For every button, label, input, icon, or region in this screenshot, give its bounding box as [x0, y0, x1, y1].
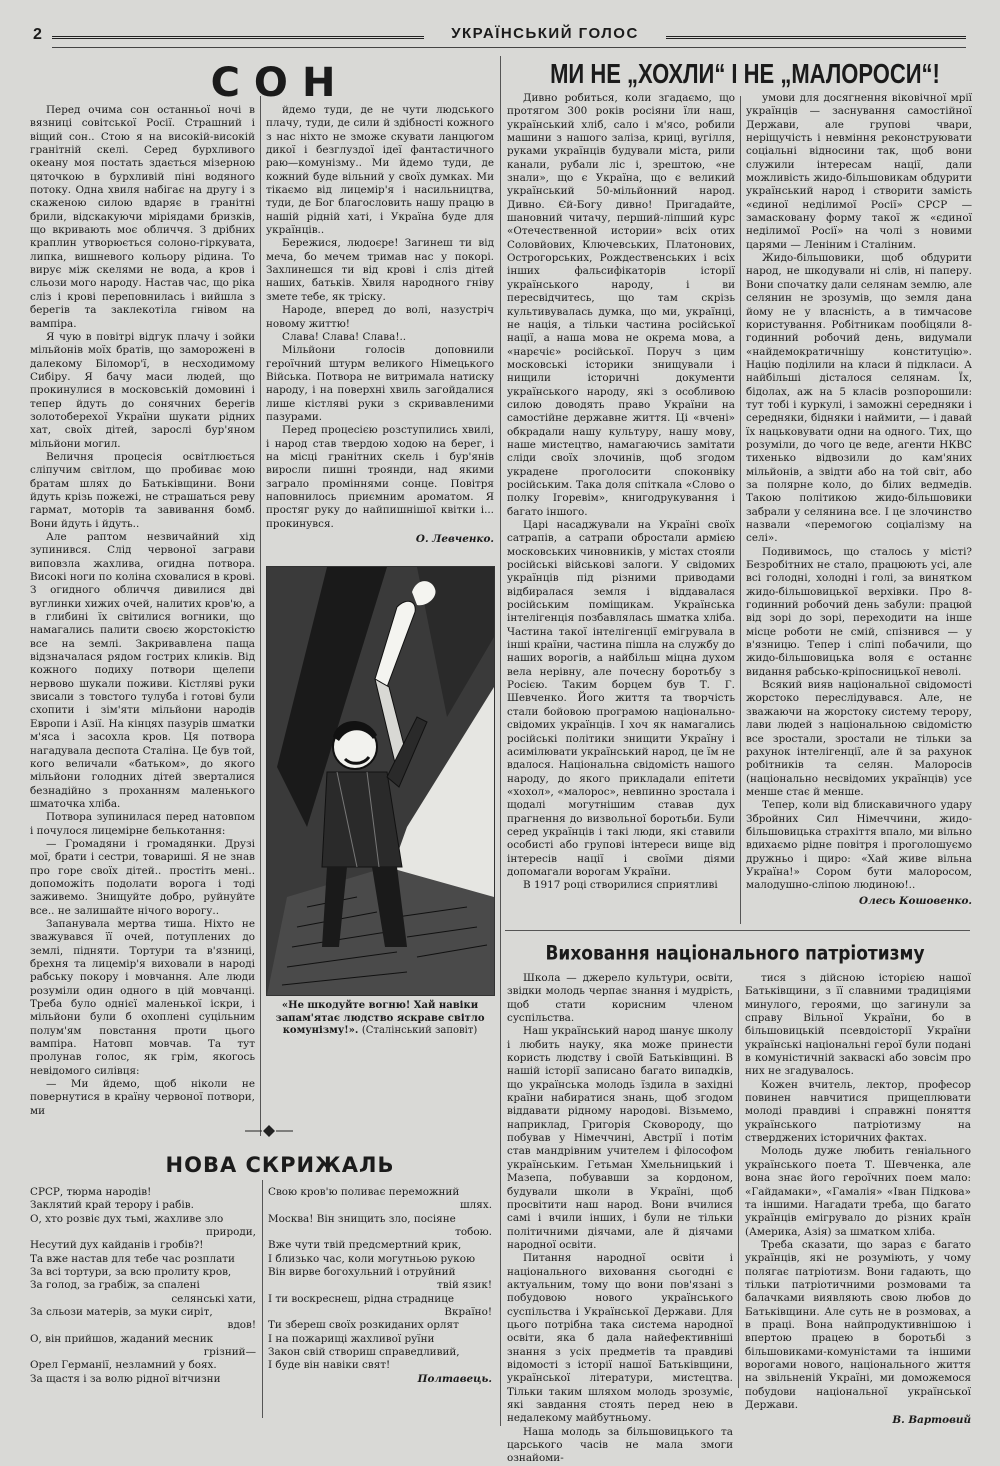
paragraph: умови для досягнення віковічної мрії українців — заснування самостійної Держави, але групові чвари, неріщучість і невміння реконструювати соціальні відносини так, щоб вони служили інтересам нації, дали можливість жидо-більшовикам обдурити український народ і створити замість «єдиної неділимої Росії» СРСР — замасковану форму такої ж «єдиної неділимої Росії» на чолі з новими царями — Леніним і Сталіним.	[746, 92, 972, 251]
poem-line: О, він прийшов, жаданий месник	[30, 1332, 214, 1345]
column-divider	[500, 56, 501, 1426]
column-divider	[738, 990, 739, 1388]
son-column-1	[30, 104, 255, 1130]
poem-line: За всі тортури, за всю пролиту кров,	[30, 1266, 232, 1279]
stalin-cartoon	[266, 566, 495, 996]
poem-line: Свою кров'ю поливає переможний	[268, 1186, 460, 1198]
paragraph: йдемо туди, де не чути людського плачу, туди, де сили й здібності кожного з нас ніхто не зможе скувати ланцюгом дикої і безглуздої ідеї фантастичного раю—комунізму.. Ми йдемо туди, де кожний буде вільний у своїх думках. Ми тікаємо від лицемір'я і насильництва, туди, де Бог благословить нашу працю в нашій рідній хаті, і Україна буде для українців..	[266, 104, 494, 237]
poem-line: Ти збереш своїх розкиданих орлят	[268, 1319, 459, 1332]
cartoon-caption-source: (Сталінський заповіт)	[361, 1025, 478, 1037]
column-divider	[262, 1180, 263, 1418]
paragraph: Питання народної освіти і національного виховання сьогодні є актуальним, тому що вони пов'язані з побудовою нового українського суспільства і Української Держави. Для цього потрібна така система народної освіти, яка б дала найефективніші знання з усіх предметів та правдиві відомості з історії нашої Батьківщини, української літератури, мистецтва. Тільки таким шляхом молодь зрозуміє, які завдання стоять перед нею в недалекому майбутньому.	[507, 1252, 733, 1425]
poem-line: Заклятий край терору і рабів.	[30, 1199, 194, 1212]
poem-column-1	[30, 1186, 256, 1386]
khokhly-column-1	[507, 92, 735, 924]
poem-line: селянські хати,	[171, 1292, 256, 1305]
vykhovannia-column-2	[745, 972, 971, 1427]
masthead	[30, 22, 970, 48]
paragraph: Перед очима сон останньої ночі в вязниці совітської Росії. Страшний і віщий сон.. Стою я на високій-високій гранітній скелі. Серед бурхливого океану моя постать здається мізерною цяточкою в бурхливій піні водяного потоку. Одна хвиля набігає на другу і з скаженою силою вдаряє в гранітні брили, відскакуючи міріядами бризків, що вкривають моє обличчя. З дрібних краплин утворюється солоно-гіркувата, липка, вишневого кольору рідина. То вирує між скелями не вода, а кров і сльози мого народу. Настав час, що ріка сліз і крові переповнилась і вийшла з берегів та заклекотіла гнівом на вампіра.	[30, 104, 255, 330]
paragraph: В 1917 році створилися сприятливі	[523, 879, 718, 892]
article-title-khokhly: МИ НЕ „ХОХЛИ“ І НЕ „МАЛОРОСИ“!	[550, 58, 940, 90]
paragraph: Всякий вияв національної свідомості жорстоко переслідувався. Але, не зважаючи на жорстоку систему терору, лави людей з національною свідомістю все зростали, зростали не тільки за рахунок інтелігенції, але й за рахунок робітників та селян. Малоросів (національно несвідомих українців) усе менше стає й менше.	[746, 679, 972, 798]
poem-line: За щастя і за волю рідної вітчизни	[30, 1372, 221, 1385]
article-title-son: СОН	[210, 60, 350, 106]
poem-column-2	[268, 1186, 492, 1386]
poem-line: Закон свій створиш справедливий,	[268, 1346, 460, 1359]
paragraph: Наша молодь за більшовицького та царського часів не мала змоги ознайоми-	[507, 1425, 733, 1465]
poem-line: тобою.	[455, 1226, 492, 1239]
poem-line: І на пожарищі жахливої руїни	[268, 1332, 435, 1345]
masthead-rule-left	[52, 36, 424, 39]
paragraph: Кожен вчитель, лектор, професор повинен навчитися прищеплювати молоді правдиві і справжні поняття українського патріотизму на стверджених історичних фактах.	[745, 1078, 971, 1145]
poem-line: Орел Германії, незламний у боях.	[30, 1359, 217, 1372]
column-divider	[740, 96, 741, 924]
column-divider	[260, 96, 261, 1136]
poem-line: Він вирве богохульний і отруйний	[268, 1266, 456, 1279]
poem-line: Несутий дух кайданів і гробів?!	[30, 1239, 204, 1252]
paragraph: тися з дійсною історією нашої Батьківщини, з її славними традиціями минулого, героями, що загинули за справу Вільної України, бо в більшовицькій псевдоісторії України українські національні герої були подані в комуністичній закваскі або зовсім про них не згадувалось.	[745, 972, 971, 1078]
poem-line: За сльози матерів, за муки сиріт,	[30, 1306, 213, 1319]
paragraph: Дивно робиться, коли згадаємо, що протягом 300 років росіяни їли наш, український хліб, сало і м'ясо, робили машини з нашого заліза, криці, вугілля, руками українців будували міста, рили канали, рубали ліс і, зрештою, «не знали», що є Україна, що є великий український 50-мільйонний народ. Дивно. Єй-Богу дивно! Пригадайте, шановний читачу, перший-ліпший курс «Отечественной истории» всіх отих Соловйових, Ключевських, Платонових, Острогорських, Рождественських і всіх інших фальсифікаторів історії українського народу, і ви пересвідчитесь, що там скрізь культивувалась думка, що ми, українці, не нація, а тільки частина російської нації, а наша мова не окрема мова, а «нарєчіє» російської. Поруч з цим московські історики знищували і нищили історичні документи українського народу, які з особливою силою доводять право України на самостійне державне життя. Ці «вчені» обкрадали нашу культуру, нашу мову, наше мистецтво, намагаючись замітати сліди своїх злочинів, щоб згодом укрaдене проголосити споконвіку російським. Така доля спіткала «Слово о полку Ігоревім», книгодрукування і багато іншого.	[507, 92, 735, 518]
poem-line: СРСР, тюрма народів!	[30, 1186, 152, 1198]
masthead-underline	[52, 47, 966, 48]
poem-line: грізний—	[203, 1346, 256, 1359]
ornament-divider-icon	[245, 1125, 293, 1137]
paragraph: Слава! Слава! Слава!..	[282, 330, 407, 343]
poem-line: Вже чути твій предсмертний крик,	[268, 1239, 462, 1252]
poem-line: Москва! Він знищить зло, посіяне	[268, 1212, 456, 1225]
paragraph: Потвора зупинилася перед натовпом і почулося лицемірне белькотання:	[30, 811, 255, 837]
paragraph: Школа — джерело культури, освіти, звідки молодь черпає знання і мудрість, щоб стати корисним членом суспільства.	[507, 972, 733, 1025]
cartoon-illustration	[267, 567, 494, 995]
poem-line: І ти воскреснеш, рідна страднице	[268, 1292, 455, 1305]
poem-author: Полтавець.	[417, 1372, 492, 1385]
paragraph: Треба сказати, що зараз є багато українців, які не розуміють, у чому полягає патріотизм. Вони гадають, що тільки патріотичними розмовами та балачками виявляють свою любов до Батьківщини. Але суть не в розмовах, а в праці. Вона найпродуктивнішою і впертою працею в боротьбі з більшовиками-комуністами та іншими ворогами нового, національного життя на звільненій Україні, ми доможемося побудови національної української Держави.	[745, 1238, 971, 1411]
author-signature: В. Вартовий	[892, 1414, 971, 1427]
poem-line: природи,	[205, 1226, 256, 1239]
poem-line: шлях.	[460, 1199, 492, 1212]
author-signature: О. Левченко.	[415, 533, 494, 545]
article-title-vykhovannia: Виховання національного патріотизму	[545, 942, 925, 965]
paragraph: — Громадяни і громадянки. Друзі мої, брати і сестри, товариші. Я не знав про горе своїх дітей.. простіть мені.. допоможіть подолати ворога і тоді заживемо. Знищуйте добро, руйнуйте все.. не залишайте нічого ворогу..	[30, 837, 255, 917]
vykhovannia-column-1	[507, 972, 733, 1465]
poem-line: І близько час, коли могутньою рукою	[268, 1252, 476, 1265]
cartoon-caption-quote: «Не шкодуйте вогню! Хай навіки запам'ятає людство яскраве світло комунізму!».	[275, 1000, 485, 1037]
paragraph: Молодь дуже любить геніального українського поета Т. Шевченка, але вона знає його героїчних поем мало: «Гайдамаки», «Гамалія» «Іван Підкова» та іншими. Нагадати треба, що багато українців емігрувало до різних країн (Америка, Азія) за шматком хліба.	[745, 1145, 971, 1238]
poem-line: О, хто розвіє дух тьмі, жахливе зло	[30, 1212, 224, 1225]
paragraph: — Ми йдемо, щоб ніколи не повернутися в країну червоної потвори, ми	[30, 1078, 255, 1117]
son-column-2	[266, 104, 494, 564]
newspaper-title: УКРАЇНСЬКИЙ ГОЛОС	[451, 25, 639, 42]
paragraph: Подивимось, що сталось у місті? Безробітних не стало, працюють усі, але всі голодні, холодні і голі, за винятком жидо-більшовицької верхівки. Про 8-годинний робочий день забули: працюй від зорі до зорі, переходити на інше місце роботи не смій, спізнився — у в'язницю. Тепер і сліпі побачили, що жидо-більшовицька воля є останнє видання рабсько-кріпосницької неволі.	[746, 545, 972, 678]
paragraph: Але раптом незвичайний хід зупинився. Слід червоної заграви виповзла жахлива, огидна потвора. Високі ноги по коліна сховалися в крові. З огидного обличчя дивилися дві вуглинки хижих очей, налитих кров'ю, а в глибині їх світилися вогники, що намагались палити своєю жорстокістю все на землі. Закривавлена паща відзначалася рядом гострих кликів. Від кожного подиху потвори щелепи нервово шукали поживи. Кістляві руки звисали з товстого тулуба і готові були схопити і зім'яти мільйони народів Европи і Азії. На кінцях пазурів шматки м'яса і засохла кров. Ця потвора нагадувала деспота Сталіна. Це був той, кого величали «батьком», до якого мільйони голодних дітей зверталися безнадійно з проханням маленького шматочка хліба.	[30, 531, 255, 810]
paragraph: Народе, вперед до волі, назустріч новому життю!	[266, 304, 494, 330]
masthead-rule-right	[666, 36, 966, 39]
poem-line: вдов!	[227, 1319, 256, 1332]
cartoon-caption	[262, 1000, 498, 1038]
paragraph: Мільйони голосів доповнили героїчний штурм великого Німецького Війська. Потвора не витримала натиску народу, і на поверхні хвиль загойдалися лише кістляві руки з скривавленими пазурами.	[266, 344, 494, 423]
poem-line: Вкраїно!	[444, 1306, 492, 1319]
khokhly-column-2	[746, 92, 972, 924]
poem-line: І буде він навіки свят!	[268, 1359, 391, 1372]
paragraph: Я чую в повітрі відгук плачу і зойки мільйонів моїх братів, що заморожені в далекому Біломор'ї, в несходимому Сибіру. Я бачу маси людей, що прокинулися в московській домовині і тепер йдуть до сонячних берегів золотоберехої України шукати рідних хат, своїх дітей, зарослі бур'яном мільйони могил.	[30, 330, 255, 450]
paragraph: Величня процесія освітлюється сліпучим світлом, що пробиває мою братам шлях до Батьківщини. Вони йдуть крізь пожежі, не страшаться реву гармат, моторів та завивання бомб. Вони йдуть і йдуть..	[30, 450, 255, 530]
paragraph: Бережися, людоєре! Загинеш ти від меча, бо мечем тримав нас у покорі. Захлинешся ти від крові і сліз дітей наших, батьків. Хвиля народного гніву змете тебе, як тріску.	[266, 237, 494, 303]
paragraph: Наш український народ шанує школу і любить науку, яка може принести користь людству і своїй Батьківщині. В нашій історії записано багато випадків, що українська молодь їздила в західні країни набиратися знань, щоб згодом віддавати рідному народові. Візьмемо, наприклад, Григорія Сковороду, що побував у Німеччині, Австрії і потім став мандрівним учителем і філософом українським. Гетьман Хмельницький і Мазепа, побувавши за кордоном, будували школи в Україні, щоб просвітити наш народ. Вони вчилися самі і вчили інших, і були не тільки політичними діячами, але й діячами народної освіти.	[507, 1025, 733, 1251]
poem-title: НОВА СКРИЖАЛЬ	[165, 1153, 395, 1177]
poem-line: За голод, за грабіж, за спалені	[30, 1279, 200, 1292]
page-number: 2	[33, 26, 42, 43]
section-divider	[505, 930, 970, 931]
paragraph: Царі насаджували на Україні своїх сатрапів, а сатрапи обростали армією московських чиновників, у містах стояли російські військові залоги. У свідомих українців під різними приводами відбиралася земля і віддавалася російським поміщикам. Українська інтелігенція позбавлялась шматка хліба. Частина такої інтелігенції емігрувала в інші країни, частина пішла на службу до наших ворогів, а найбільш міцна духом вела нерівну, але почесну боротьбу з Росією. Таким борцем був Т. Г. Шевченко. Його життя та творчість стали бойовою програмою національно-свідомих українців. І хоч як намагались російські політики знищити Україну і асимілювати український народ, це їм не вдалося. Національна свідомість нашого народу, до якого прикладали епітети «хохол», «малорос», невпинно зростала і щодалі могутнішим ставав дух прагнення до визвольної боротьби. Були серед українців і такі люди, які ставили особисті або групові інтереси вище від інтересів нації і своїми діями допомагали ворогам України.	[507, 519, 735, 878]
poem-line: твій язик!	[437, 1279, 492, 1292]
paragraph: Запанувала мертва тиша. Ніхто не зважувався її очей, потуплених до землі, підняти. Тортури та в'язниці, брехня та лицемір'я виховали в народі рабську покору і мовчання. Але люди розуміли один одного в цій мовчанці. Треба було однієї маленької іскри, і мільйони були б охоплені суцільним полум'ям повстання проти цього вампіра. Натовп мовчав. Та тут пролунав голос, як грім, якогось невідомого силівця:	[30, 917, 255, 1077]
paragraph: Тепер, коли від блискавичного удару Збройних Сил Німеччини, жидо-більшовицька страхіття впало, ми вільно вдихаємо рідне повітря і проголошуємо дружньо і щиро: «Хай живе вільна Україна!» Сором бути малоросом, малодушно-сліпою людиною!..	[746, 799, 972, 892]
author-signature: Олесь Кошовенко.	[859, 894, 972, 907]
paragraph: Жидо-більшовики, щоб обдурити народ, не шкодували ні слів, ні паперу. Вони спочатку дали селянам землю, але селянин не зрозумів, що земля дана йому не у власність, а в тимчасове користування. Робітникам пообіцяли 8-годинний робочий день, видумали «найдемократичнішу конституцію». Націю поділили на класи й підкласи. А найбільші дісталося селянам. Їх, бідолах, аж на 5 класів розпорошили: тут тобі і куркулі, і заможні середняки і середняки, бідняки і наймити, — і давай їх нацьковувати одни на одного. Тих, що розуміли, до чого це веде, агенти НКВС тихенько відвозили до кам'яних мільйонів, а звідти або на той світ, або за полярне коло, до білих ведмедів. Такою політикою жидо-більшовики забрали у селянина все. І це злочинство назвали «перемогою соціалізму на селі».	[746, 252, 972, 545]
paragraph: Перед процесією розступились хвилі, і народ став твердою ходою на берег, і на місці гранітних скель і бур'янів виросли пишні троянди, над якими заграло проміннями сонце. Повітря наповнилось приємним ароматом. Я простяг руку до найпишнішої квітки і... прокинувся.	[266, 424, 494, 530]
poem-line: Та вже настав для тебе час розплати	[30, 1252, 235, 1265]
